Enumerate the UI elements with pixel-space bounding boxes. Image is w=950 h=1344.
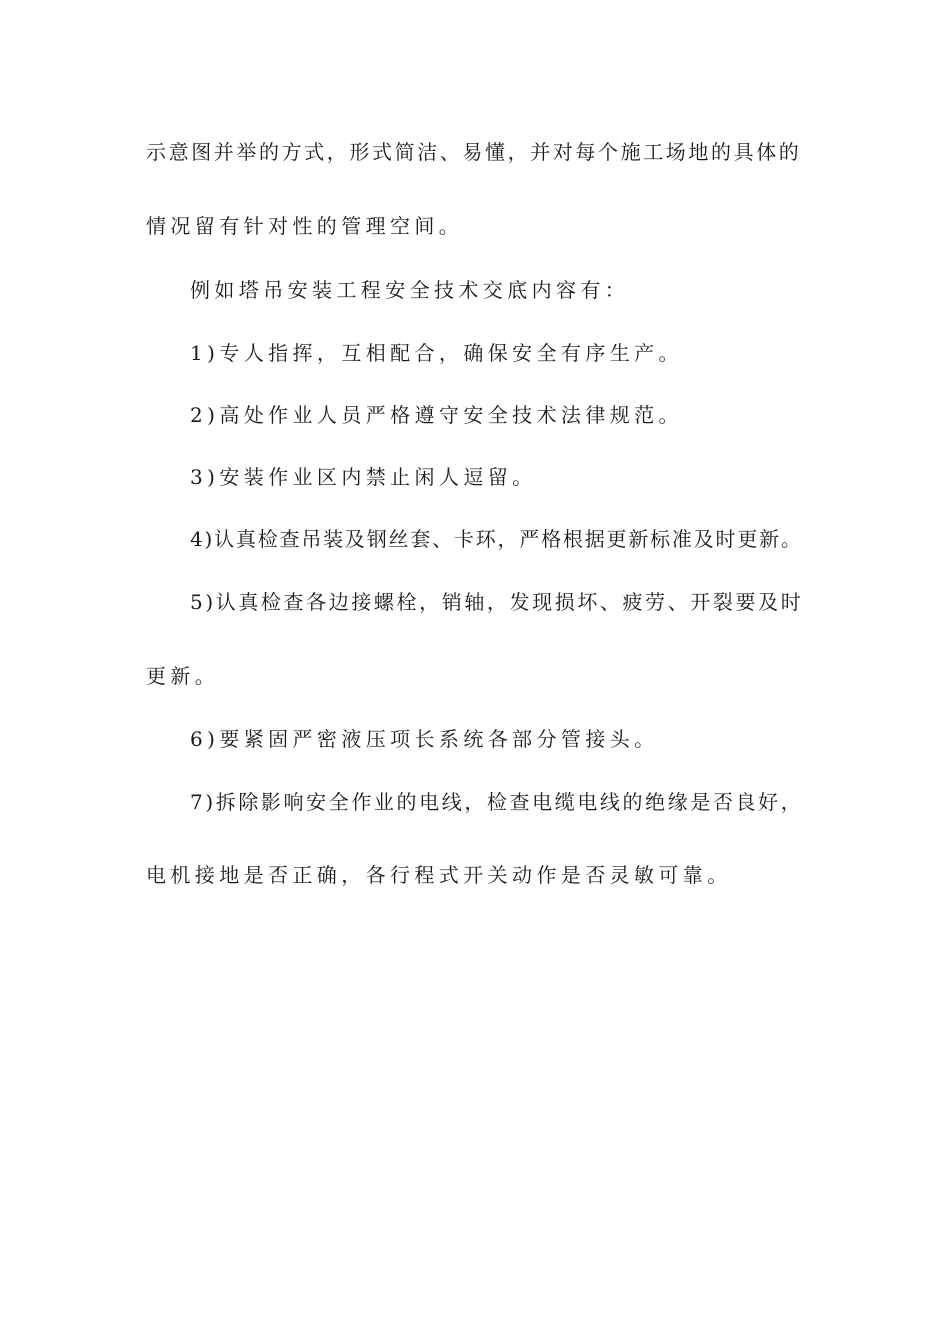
text-line-1: 示意图并举的方式，形式简洁、易懂，并对每个施工场地的具体的	[146, 140, 802, 164]
list-item-1: 1)专人指挥，互相配合，确保安全有序生产。	[190, 341, 683, 365]
list-item-7-continued: 电机接地是否正确，各行程式开关动作是否灵敏可靠。	[146, 863, 732, 887]
list-item-6: 6)要紧固严密液压项长系统各部分管接头。	[190, 727, 659, 751]
list-item-7: 7)拆除影响安全作业的电线，检查电缆电线的绝缘是否良好，	[190, 790, 804, 814]
list-item-5: 5)认真检查各边接螺栓，销轴，发现损坏、疲劳、开裂要及时	[190, 590, 804, 614]
list-item-4: 4)认真检查吊装及钢丝套、卡环，严格根据更新标准及时更新。	[190, 527, 803, 551]
intro-paragraph: 例如塔吊安装工程安全技术交底内容有：	[190, 278, 630, 302]
text-line-2: 情况留有针对性的管理空间。	[146, 214, 464, 238]
list-item-5-continued: 更新。	[146, 664, 220, 688]
list-item-3: 3)安装作业区内禁止闲人逗留。	[190, 465, 537, 489]
list-item-2: 2)高处作业人员严格遵守安全技术法律规范。	[190, 403, 683, 427]
